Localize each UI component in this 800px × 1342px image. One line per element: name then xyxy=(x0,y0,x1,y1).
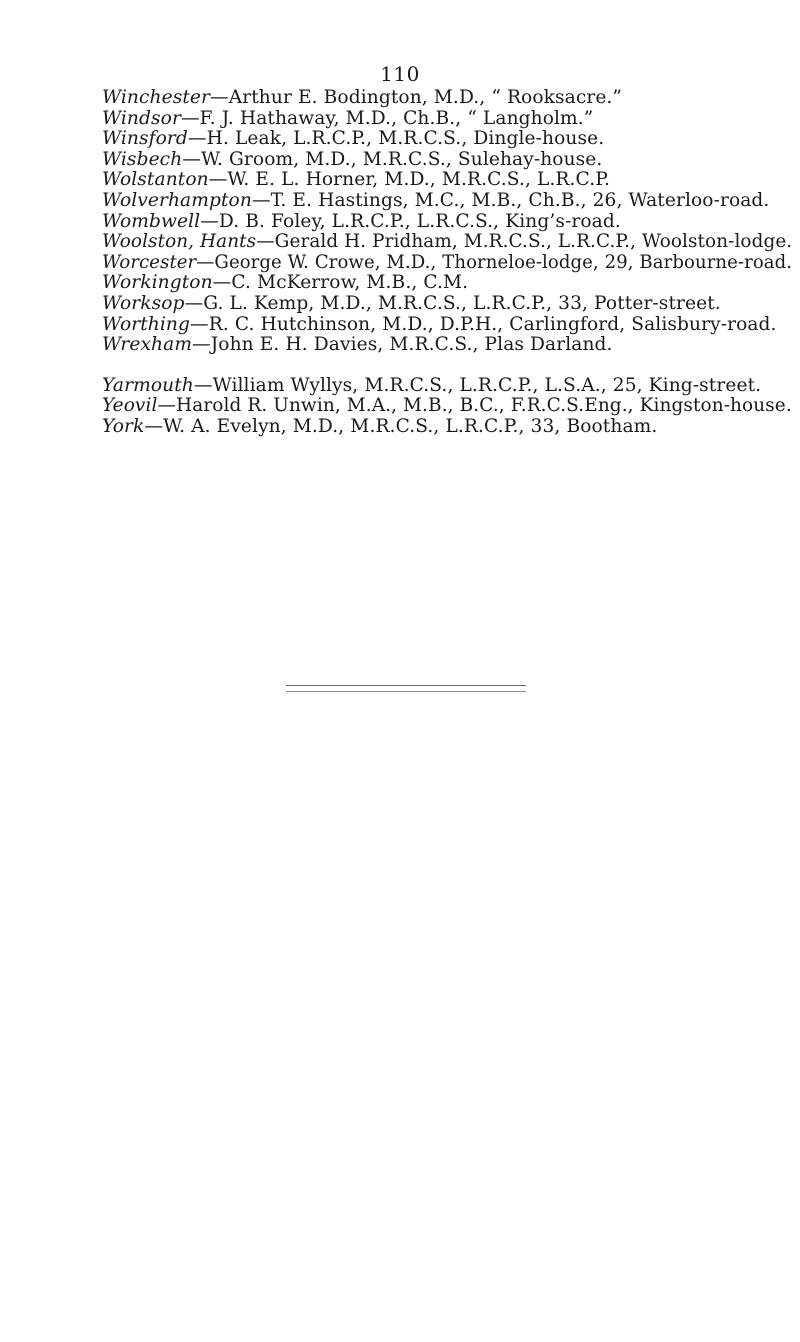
entry-details: W. E. L. Horner, M.D., M.R.C.S., L.R.C.P. xyxy=(227,169,611,191)
entry-place: Wolverhampton xyxy=(102,189,252,211)
entry-place: Wisbech xyxy=(102,148,183,170)
entry-details: R. C. Hutchinson, M.D., D.P.H., Carlingford, Salisbury-road. xyxy=(208,313,777,335)
directory-entry xyxy=(102,170,792,191)
entry-details: W. A. Evelyn, M.D., M.R.C.S., L.R.C.P., 33, Bootham. xyxy=(163,415,658,437)
section-divider xyxy=(286,685,526,692)
directory-entry xyxy=(102,335,792,356)
entry-details: George W. Crowe, M.D., Thorneloe-lodge, 29, Barbourne-road. xyxy=(214,251,793,273)
entry-dash: — xyxy=(212,272,232,294)
entry-dash: — xyxy=(200,210,219,232)
entry-details: Gerald H. Pridham, M.R.C.S., L.R.C.P., Woolston-lodge. xyxy=(274,231,793,253)
entry-place: Yeovil xyxy=(102,395,158,417)
directory-entry xyxy=(102,109,792,130)
directory-entry xyxy=(102,150,792,171)
entry-details: H. Leak, L.R.C.P., M.R.C.S., Dingle-house. xyxy=(206,128,605,150)
entry-details: John E. H. Davies, M.R.C.S., Plas Darland. xyxy=(210,334,613,356)
entry-place: Winchester xyxy=(102,87,211,108)
entry-place: York xyxy=(102,415,145,437)
entry-place: Yarmouth xyxy=(102,374,194,396)
entry-dash: — xyxy=(193,374,213,396)
directory-entry xyxy=(102,212,792,233)
entry-details: G. L. Kemp, M.D., M.R.C.S., L.R.C.P., 33, Potter-street. xyxy=(203,292,721,314)
entry-place: Winsford xyxy=(102,128,188,150)
entry-details: D. B. Foley, L.R.C.P., L.R.C.S., King’s-road. xyxy=(218,210,621,232)
directory-entry xyxy=(102,315,792,336)
directory-entry xyxy=(102,376,792,397)
entry-place: Wrexham xyxy=(102,334,193,356)
entry-dash: — xyxy=(180,107,200,129)
entry-dash: — xyxy=(210,87,229,108)
entry-place: Windsor xyxy=(102,107,181,129)
directory-group-y xyxy=(102,376,792,438)
entry-dash: — xyxy=(157,395,177,417)
entry-details: Arthur E. Bodington, M.D., “ Rooksacre.” xyxy=(228,87,623,108)
entry-dash: — xyxy=(256,231,275,253)
page-number: 110 xyxy=(380,62,420,86)
entry-details: W. Groom, M.D., M.R.C.S., Sulehay-house. xyxy=(200,148,603,170)
entry-dash: — xyxy=(187,128,207,150)
entry-dash: — xyxy=(192,334,211,356)
directory-entry xyxy=(102,129,792,150)
entry-place: Worcester xyxy=(102,251,197,273)
entry-dash: — xyxy=(182,148,201,170)
directory-group-w xyxy=(102,88,792,356)
directory-entry xyxy=(102,294,792,315)
directory-entry xyxy=(102,88,792,109)
entry-dash: — xyxy=(144,415,164,437)
entry-details: C. McKerrow, M.B., C.M. xyxy=(231,272,469,294)
directory-entry xyxy=(102,273,792,294)
entry-details: T. E. Hastings, M.C., M.B., Ch.B., 26, Waterloo-road. xyxy=(270,189,770,211)
directory-entry xyxy=(102,417,792,438)
entry-dash: — xyxy=(251,189,271,211)
directory-entry xyxy=(102,231,793,253)
directory-entry xyxy=(102,395,792,417)
entry-place: Worksop xyxy=(102,292,185,314)
entry-place: Worthing xyxy=(102,313,191,335)
entry-place: Workington xyxy=(102,272,213,294)
directory-list xyxy=(102,88,792,438)
entry-place: Wolstanton xyxy=(102,169,209,191)
entry-details: F. J. Hathaway, M.D., Ch.B., “ Langholm.” xyxy=(199,107,594,129)
directory-entry xyxy=(102,191,792,212)
entry-place: Wombwell xyxy=(102,210,201,232)
entry-dash: — xyxy=(208,169,228,191)
entry-dash: — xyxy=(184,292,204,314)
entry-details: William Wyllys, M.R.C.S., L.R.C.P., L.S.A., 25, King-street. xyxy=(212,374,762,396)
entry-place: Woolston, Hants xyxy=(102,231,257,253)
directory-entry xyxy=(102,251,793,274)
entry-dash: — xyxy=(196,251,215,273)
entry-dash: — xyxy=(190,313,209,335)
group-spacer xyxy=(102,356,792,376)
entry-details: Harold R. Unwin, M.A., M.B., B.C., F.R.C.S.Eng., Kingston-house. xyxy=(176,395,792,417)
